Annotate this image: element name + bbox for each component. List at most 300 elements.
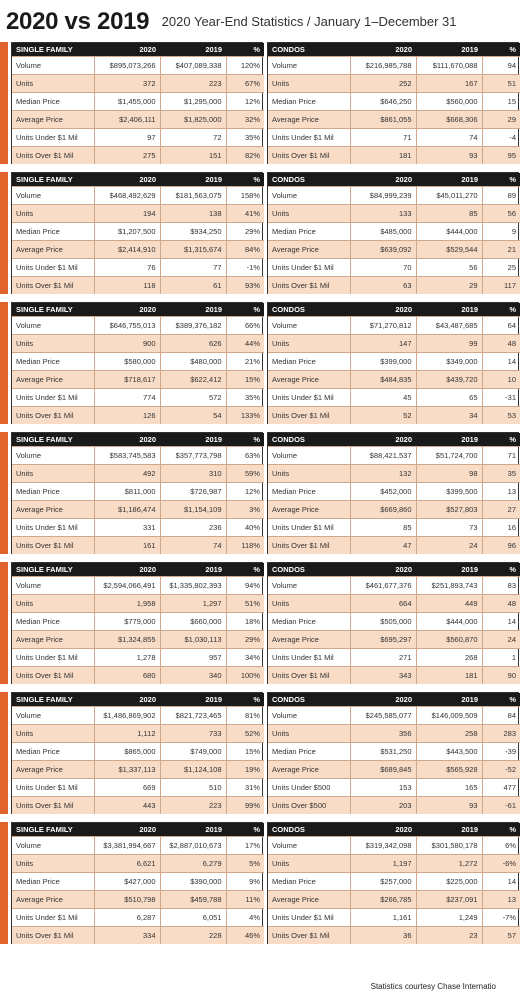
row-label: Units Under $1 Mil xyxy=(12,388,94,406)
table-header-row xyxy=(12,303,264,316)
value-2019: $1,825,000 xyxy=(160,110,226,128)
percent-change: 48 xyxy=(482,594,520,612)
percent-change: 34% xyxy=(226,648,264,666)
value-2019: $749,000 xyxy=(160,742,226,760)
percent-change: 84 xyxy=(482,706,520,724)
percent-change: 51 xyxy=(482,74,520,92)
table-row xyxy=(12,760,264,778)
stats-table xyxy=(12,433,264,554)
stats-table xyxy=(12,173,264,294)
percent-change: 158% xyxy=(226,186,264,204)
row-label: Average Price xyxy=(268,240,350,258)
stats-table xyxy=(12,563,264,684)
value-2019: 93 xyxy=(416,146,482,164)
table-row xyxy=(268,258,520,276)
row-label: Units Over $1 Mil xyxy=(268,146,350,164)
value-2020: $779,000 xyxy=(94,612,160,630)
column-header-2019: 2019 xyxy=(160,823,226,836)
value-2019: 572 xyxy=(160,388,226,406)
row-label: Units Under $1 Mil xyxy=(268,388,350,406)
table-row xyxy=(268,594,520,612)
row-label: Median Price xyxy=(268,92,350,110)
value-2019: $527,803 xyxy=(416,500,482,518)
row-label: Units xyxy=(12,594,94,612)
value-2020: $1,486,869,902 xyxy=(94,706,160,724)
column-header-2019: 2019 xyxy=(160,43,226,56)
column-header-percent: % xyxy=(482,693,520,706)
value-2020: $580,000 xyxy=(94,352,160,370)
value-2020: $895,073,266 xyxy=(94,56,160,74)
table-row xyxy=(268,240,520,258)
value-2020: $639,092 xyxy=(350,240,416,258)
percent-change: 6% xyxy=(482,836,520,854)
row-label: Volume xyxy=(268,836,350,854)
value-2019: $237,091 xyxy=(416,890,482,908)
value-2020: 6,287 xyxy=(94,908,160,926)
single-family-table xyxy=(11,172,263,294)
value-2020: 900 xyxy=(94,334,160,352)
table-row xyxy=(12,56,264,74)
condos-table xyxy=(267,432,519,554)
value-2019: $1,335,802,393 xyxy=(160,576,226,594)
table-row xyxy=(268,518,520,536)
value-2019: 72 xyxy=(160,128,226,146)
value-2019: $349,000 xyxy=(416,352,482,370)
table-header-label: CONDOS xyxy=(268,693,350,706)
table-header-row xyxy=(12,823,264,836)
value-2020: 271 xyxy=(350,648,416,666)
percent-change: 40% xyxy=(226,518,264,536)
percent-change: 29% xyxy=(226,222,264,240)
row-label: Median Price xyxy=(268,352,350,370)
value-2019: 733 xyxy=(160,724,226,742)
value-2020: $861,055 xyxy=(350,110,416,128)
column-header-2020: 2020 xyxy=(350,563,416,576)
column-header-percent: % xyxy=(226,43,264,56)
value-2020: 372 xyxy=(94,74,160,92)
percent-change: 89 xyxy=(482,186,520,204)
table-header-label: SINGLE FAMILY xyxy=(12,43,94,56)
row-label: Units Over $1 Mil xyxy=(268,666,350,684)
row-label: Units xyxy=(268,464,350,482)
table-header-row xyxy=(12,433,264,446)
condos-table xyxy=(267,822,519,944)
table-row xyxy=(12,406,264,424)
column-header-2020: 2020 xyxy=(94,823,160,836)
table-header-row xyxy=(268,173,520,186)
column-header-2019: 2019 xyxy=(160,433,226,446)
table-row xyxy=(12,482,264,500)
value-2019: 268 xyxy=(416,648,482,666)
value-2019: $444,000 xyxy=(416,612,482,630)
value-2019: 223 xyxy=(160,796,226,814)
value-2019: $45,011,270 xyxy=(416,186,482,204)
row-label: Units Over $1 Mil xyxy=(12,796,94,814)
value-2020: 132 xyxy=(350,464,416,482)
region-block xyxy=(0,432,516,554)
column-header-2019: 2019 xyxy=(416,43,482,56)
table-row xyxy=(268,446,520,464)
table-row xyxy=(268,464,520,482)
row-label: Volume xyxy=(268,706,350,724)
table-row xyxy=(268,482,520,500)
value-2019: 93 xyxy=(416,796,482,814)
value-2019: $407,089,338 xyxy=(160,56,226,74)
percent-change: 5% xyxy=(226,854,264,872)
value-2020: 70 xyxy=(350,258,416,276)
table-row xyxy=(12,630,264,648)
value-2020: $216,985,788 xyxy=(350,56,416,74)
value-2020: $669,860 xyxy=(350,500,416,518)
table-row xyxy=(12,388,264,406)
table-header-label: CONDOS xyxy=(268,563,350,576)
percent-change: 27 xyxy=(482,500,520,518)
value-2019: 151 xyxy=(160,146,226,164)
table-row xyxy=(268,334,520,352)
value-2020: 203 xyxy=(350,796,416,814)
row-label: Units Over $1 Mil xyxy=(268,536,350,554)
percent-change: 25 xyxy=(482,258,520,276)
percent-change: 12% xyxy=(226,482,264,500)
row-label: Median Price xyxy=(12,742,94,760)
row-label: Units Over $1 Mil xyxy=(12,406,94,424)
value-2020: 1,197 xyxy=(350,854,416,872)
value-2019: $43,487,685 xyxy=(416,316,482,334)
stats-table xyxy=(268,563,520,684)
stats-table xyxy=(268,433,520,554)
row-label: Units xyxy=(268,334,350,352)
value-2020: $257,000 xyxy=(350,872,416,890)
value-2020: $1,324,855 xyxy=(94,630,160,648)
table-header-label: CONDOS xyxy=(268,823,350,836)
table-row xyxy=(12,240,264,258)
column-header-2020: 2020 xyxy=(350,433,416,446)
region-side-bar xyxy=(0,562,8,684)
table-row xyxy=(268,388,520,406)
table-row xyxy=(12,110,264,128)
stats-table xyxy=(12,43,264,164)
table-row xyxy=(12,796,264,814)
table-row xyxy=(12,464,264,482)
percent-change: 93% xyxy=(226,276,264,294)
value-2020: $505,000 xyxy=(350,612,416,630)
column-header-2020: 2020 xyxy=(350,43,416,56)
table-header-label: SINGLE FAMILY xyxy=(12,173,94,186)
stats-table xyxy=(268,693,520,814)
row-label: Units Under $1 Mil xyxy=(268,648,350,666)
value-2020: $399,000 xyxy=(350,352,416,370)
value-2019: 98 xyxy=(416,464,482,482)
percent-change: 18% xyxy=(226,612,264,630)
value-2019: 23 xyxy=(416,926,482,944)
percent-change: 57 xyxy=(482,926,520,944)
percent-change: 46% xyxy=(226,926,264,944)
region-block xyxy=(0,822,516,944)
value-2019: $529,544 xyxy=(416,240,482,258)
table-row xyxy=(12,74,264,92)
column-header-2020: 2020 xyxy=(350,823,416,836)
row-label: Units Under $1 Mil xyxy=(12,128,94,146)
percent-change: 24 xyxy=(482,630,520,648)
column-header-percent: % xyxy=(482,173,520,186)
table-header-label: CONDOS xyxy=(268,173,350,186)
column-header-2019: 2019 xyxy=(416,433,482,446)
row-label: Average Price xyxy=(12,240,94,258)
value-2020: $1,186,474 xyxy=(94,500,160,518)
value-2020: 85 xyxy=(350,518,416,536)
value-2020: $88,421,537 xyxy=(350,446,416,464)
value-2020: $1,337,113 xyxy=(94,760,160,778)
value-2019: $443,500 xyxy=(416,742,482,760)
percent-change: 90 xyxy=(482,666,520,684)
row-label: Average Price xyxy=(12,890,94,908)
percent-change: 13 xyxy=(482,890,520,908)
row-label: Median Price xyxy=(12,352,94,370)
value-2019: 223 xyxy=(160,74,226,92)
value-2019: 61 xyxy=(160,276,226,294)
value-2019: $821,723,465 xyxy=(160,706,226,724)
table-row xyxy=(268,406,520,424)
row-label: Units xyxy=(12,74,94,92)
value-2020: 71 xyxy=(350,128,416,146)
percent-change: 9% xyxy=(226,872,264,890)
column-header-2019: 2019 xyxy=(160,173,226,186)
table-row xyxy=(12,186,264,204)
value-2020: 161 xyxy=(94,536,160,554)
row-label: Units xyxy=(268,854,350,872)
table-row xyxy=(12,666,264,684)
value-2019: $660,000 xyxy=(160,612,226,630)
table-row xyxy=(268,666,520,684)
table-row xyxy=(268,630,520,648)
table-header-row xyxy=(268,693,520,706)
percent-change: 31% xyxy=(226,778,264,796)
column-header-percent: % xyxy=(226,433,264,446)
row-label: Volume xyxy=(268,576,350,594)
condos-table xyxy=(267,692,519,814)
column-header-2019: 2019 xyxy=(416,173,482,186)
row-label: Volume xyxy=(12,56,94,74)
region-block xyxy=(0,562,516,684)
row-label: Units Under $1 Mil xyxy=(12,258,94,276)
region-block xyxy=(0,302,516,424)
percent-change: 21% xyxy=(226,352,264,370)
condos-table xyxy=(267,562,519,684)
stats-table xyxy=(268,43,520,164)
stats-table xyxy=(12,823,264,944)
value-2020: $84,999,239 xyxy=(350,186,416,204)
row-label: Median Price xyxy=(268,222,350,240)
value-2019: $111,670,088 xyxy=(416,56,482,74)
table-row xyxy=(12,204,264,222)
percent-change: 14 xyxy=(482,352,520,370)
table-row xyxy=(268,836,520,854)
row-label: Volume xyxy=(268,446,350,464)
table-row xyxy=(12,926,264,944)
value-2019: 73 xyxy=(416,518,482,536)
table-row xyxy=(268,742,520,760)
table-row xyxy=(12,222,264,240)
percent-change: 1 xyxy=(482,648,520,666)
percent-change: 100% xyxy=(226,666,264,684)
row-label: Volume xyxy=(268,56,350,74)
value-2019: 77 xyxy=(160,258,226,276)
table-header-label: CONDOS xyxy=(268,43,350,56)
percent-change: 84% xyxy=(226,240,264,258)
value-2020: 153 xyxy=(350,778,416,796)
page-header xyxy=(6,8,500,38)
table-row xyxy=(12,576,264,594)
row-label: Volume xyxy=(12,836,94,854)
row-label: Units xyxy=(268,204,350,222)
percent-change: -6% xyxy=(482,854,520,872)
value-2020: $646,250 xyxy=(350,92,416,110)
value-2019: 310 xyxy=(160,464,226,482)
table-row xyxy=(12,908,264,926)
value-2019: $1,030,113 xyxy=(160,630,226,648)
single-family-table xyxy=(11,692,263,814)
value-2019: $251,893,743 xyxy=(416,576,482,594)
value-2020: 133 xyxy=(350,204,416,222)
percent-change: 9 xyxy=(482,222,520,240)
table-row xyxy=(12,890,264,908)
row-label: Units Over $1 Mil xyxy=(12,666,94,684)
table-row xyxy=(12,612,264,630)
table-row xyxy=(12,446,264,464)
percent-change: 21 xyxy=(482,240,520,258)
percent-change: -61 xyxy=(482,796,520,814)
percent-change: 71 xyxy=(482,446,520,464)
row-label: Volume xyxy=(268,316,350,334)
condos-table xyxy=(267,172,519,294)
row-label: Volume xyxy=(12,706,94,724)
table-row xyxy=(268,724,520,742)
table-row xyxy=(268,796,520,814)
value-2019: 1,249 xyxy=(416,908,482,926)
table-row xyxy=(268,128,520,146)
stats-table xyxy=(268,173,520,294)
percent-change: 117 xyxy=(482,276,520,294)
value-2019: $1,124,108 xyxy=(160,760,226,778)
page-title: 2020 vs 2019 xyxy=(6,8,150,35)
table-row xyxy=(12,854,264,872)
value-2020: 36 xyxy=(350,926,416,944)
value-2019: 29 xyxy=(416,276,482,294)
row-label: Average Price xyxy=(268,370,350,388)
page-subtitle: 2020 Year-End Statistics / January 1–December 31 xyxy=(161,14,457,29)
table-row xyxy=(12,706,264,724)
value-2020: 52 xyxy=(350,406,416,424)
row-label: Average Price xyxy=(12,760,94,778)
value-2020: 664 xyxy=(350,594,416,612)
row-label: Units Over $1 Mil xyxy=(12,536,94,554)
percent-change: 17% xyxy=(226,836,264,854)
table-row xyxy=(12,258,264,276)
region-side-bar xyxy=(0,172,8,294)
value-2020: $319,342,098 xyxy=(350,836,416,854)
percent-change: -1% xyxy=(226,258,264,276)
percent-change: 44% xyxy=(226,334,264,352)
percent-change: 118% xyxy=(226,536,264,554)
row-label: Units xyxy=(12,724,94,742)
table-header-label: CONDOS xyxy=(268,433,350,446)
column-header-2020: 2020 xyxy=(350,693,416,706)
row-label: Units Under $1 Mil xyxy=(268,518,350,536)
value-2019: 258 xyxy=(416,724,482,742)
value-2019: 74 xyxy=(416,128,482,146)
value-2020: 47 xyxy=(350,536,416,554)
table-row xyxy=(12,276,264,294)
row-label: Median Price xyxy=(268,612,350,630)
table-row xyxy=(12,352,264,370)
table-row xyxy=(12,370,264,388)
value-2020: 275 xyxy=(94,146,160,164)
percent-change: 83 xyxy=(482,576,520,594)
table-header-row xyxy=(12,43,264,56)
value-2020: 63 xyxy=(350,276,416,294)
value-2019: $390,000 xyxy=(160,872,226,890)
value-2020: 181 xyxy=(350,146,416,164)
percent-change: 82% xyxy=(226,146,264,164)
value-2019: $225,000 xyxy=(416,872,482,890)
value-2020: $531,250 xyxy=(350,742,416,760)
value-2020: 6,621 xyxy=(94,854,160,872)
table-header-row xyxy=(268,433,520,446)
table-row xyxy=(268,778,520,796)
table-row xyxy=(268,500,520,518)
table-row xyxy=(12,724,264,742)
table-row xyxy=(12,872,264,890)
table-row xyxy=(268,56,520,74)
row-label: Units Under $1 Mil xyxy=(12,908,94,926)
table-row xyxy=(268,908,520,926)
value-2020: $71,270,812 xyxy=(350,316,416,334)
value-2019: $439,720 xyxy=(416,370,482,388)
percent-change: -39 xyxy=(482,742,520,760)
row-label: Average Price xyxy=(268,500,350,518)
table-row xyxy=(268,204,520,222)
row-label: Average Price xyxy=(12,110,94,128)
column-header-2019: 2019 xyxy=(416,693,482,706)
value-2019: 449 xyxy=(416,594,482,612)
percent-change: -7% xyxy=(482,908,520,926)
row-label: Units xyxy=(12,464,94,482)
column-header-percent: % xyxy=(482,823,520,836)
value-2019: $1,315,674 xyxy=(160,240,226,258)
table-row xyxy=(12,128,264,146)
row-label: Volume xyxy=(12,576,94,594)
table-row xyxy=(12,536,264,554)
table-header-row xyxy=(12,693,264,706)
percent-change: 41% xyxy=(226,204,264,222)
value-2019: 24 xyxy=(416,536,482,554)
row-label: Units Over $1 Mil xyxy=(12,146,94,164)
table-row xyxy=(12,648,264,666)
value-2020: 1,112 xyxy=(94,724,160,742)
percent-change: 99% xyxy=(226,796,264,814)
column-header-2019: 2019 xyxy=(160,303,226,316)
table-row xyxy=(12,778,264,796)
percent-change: 14 xyxy=(482,872,520,890)
table-row xyxy=(12,594,264,612)
column-header-percent: % xyxy=(482,43,520,56)
percent-change: 283 xyxy=(482,724,520,742)
column-header-percent: % xyxy=(226,303,264,316)
region-side-bar xyxy=(0,692,8,814)
value-2019: $399,500 xyxy=(416,482,482,500)
value-2020: $1,207,500 xyxy=(94,222,160,240)
value-2019: 34 xyxy=(416,406,482,424)
